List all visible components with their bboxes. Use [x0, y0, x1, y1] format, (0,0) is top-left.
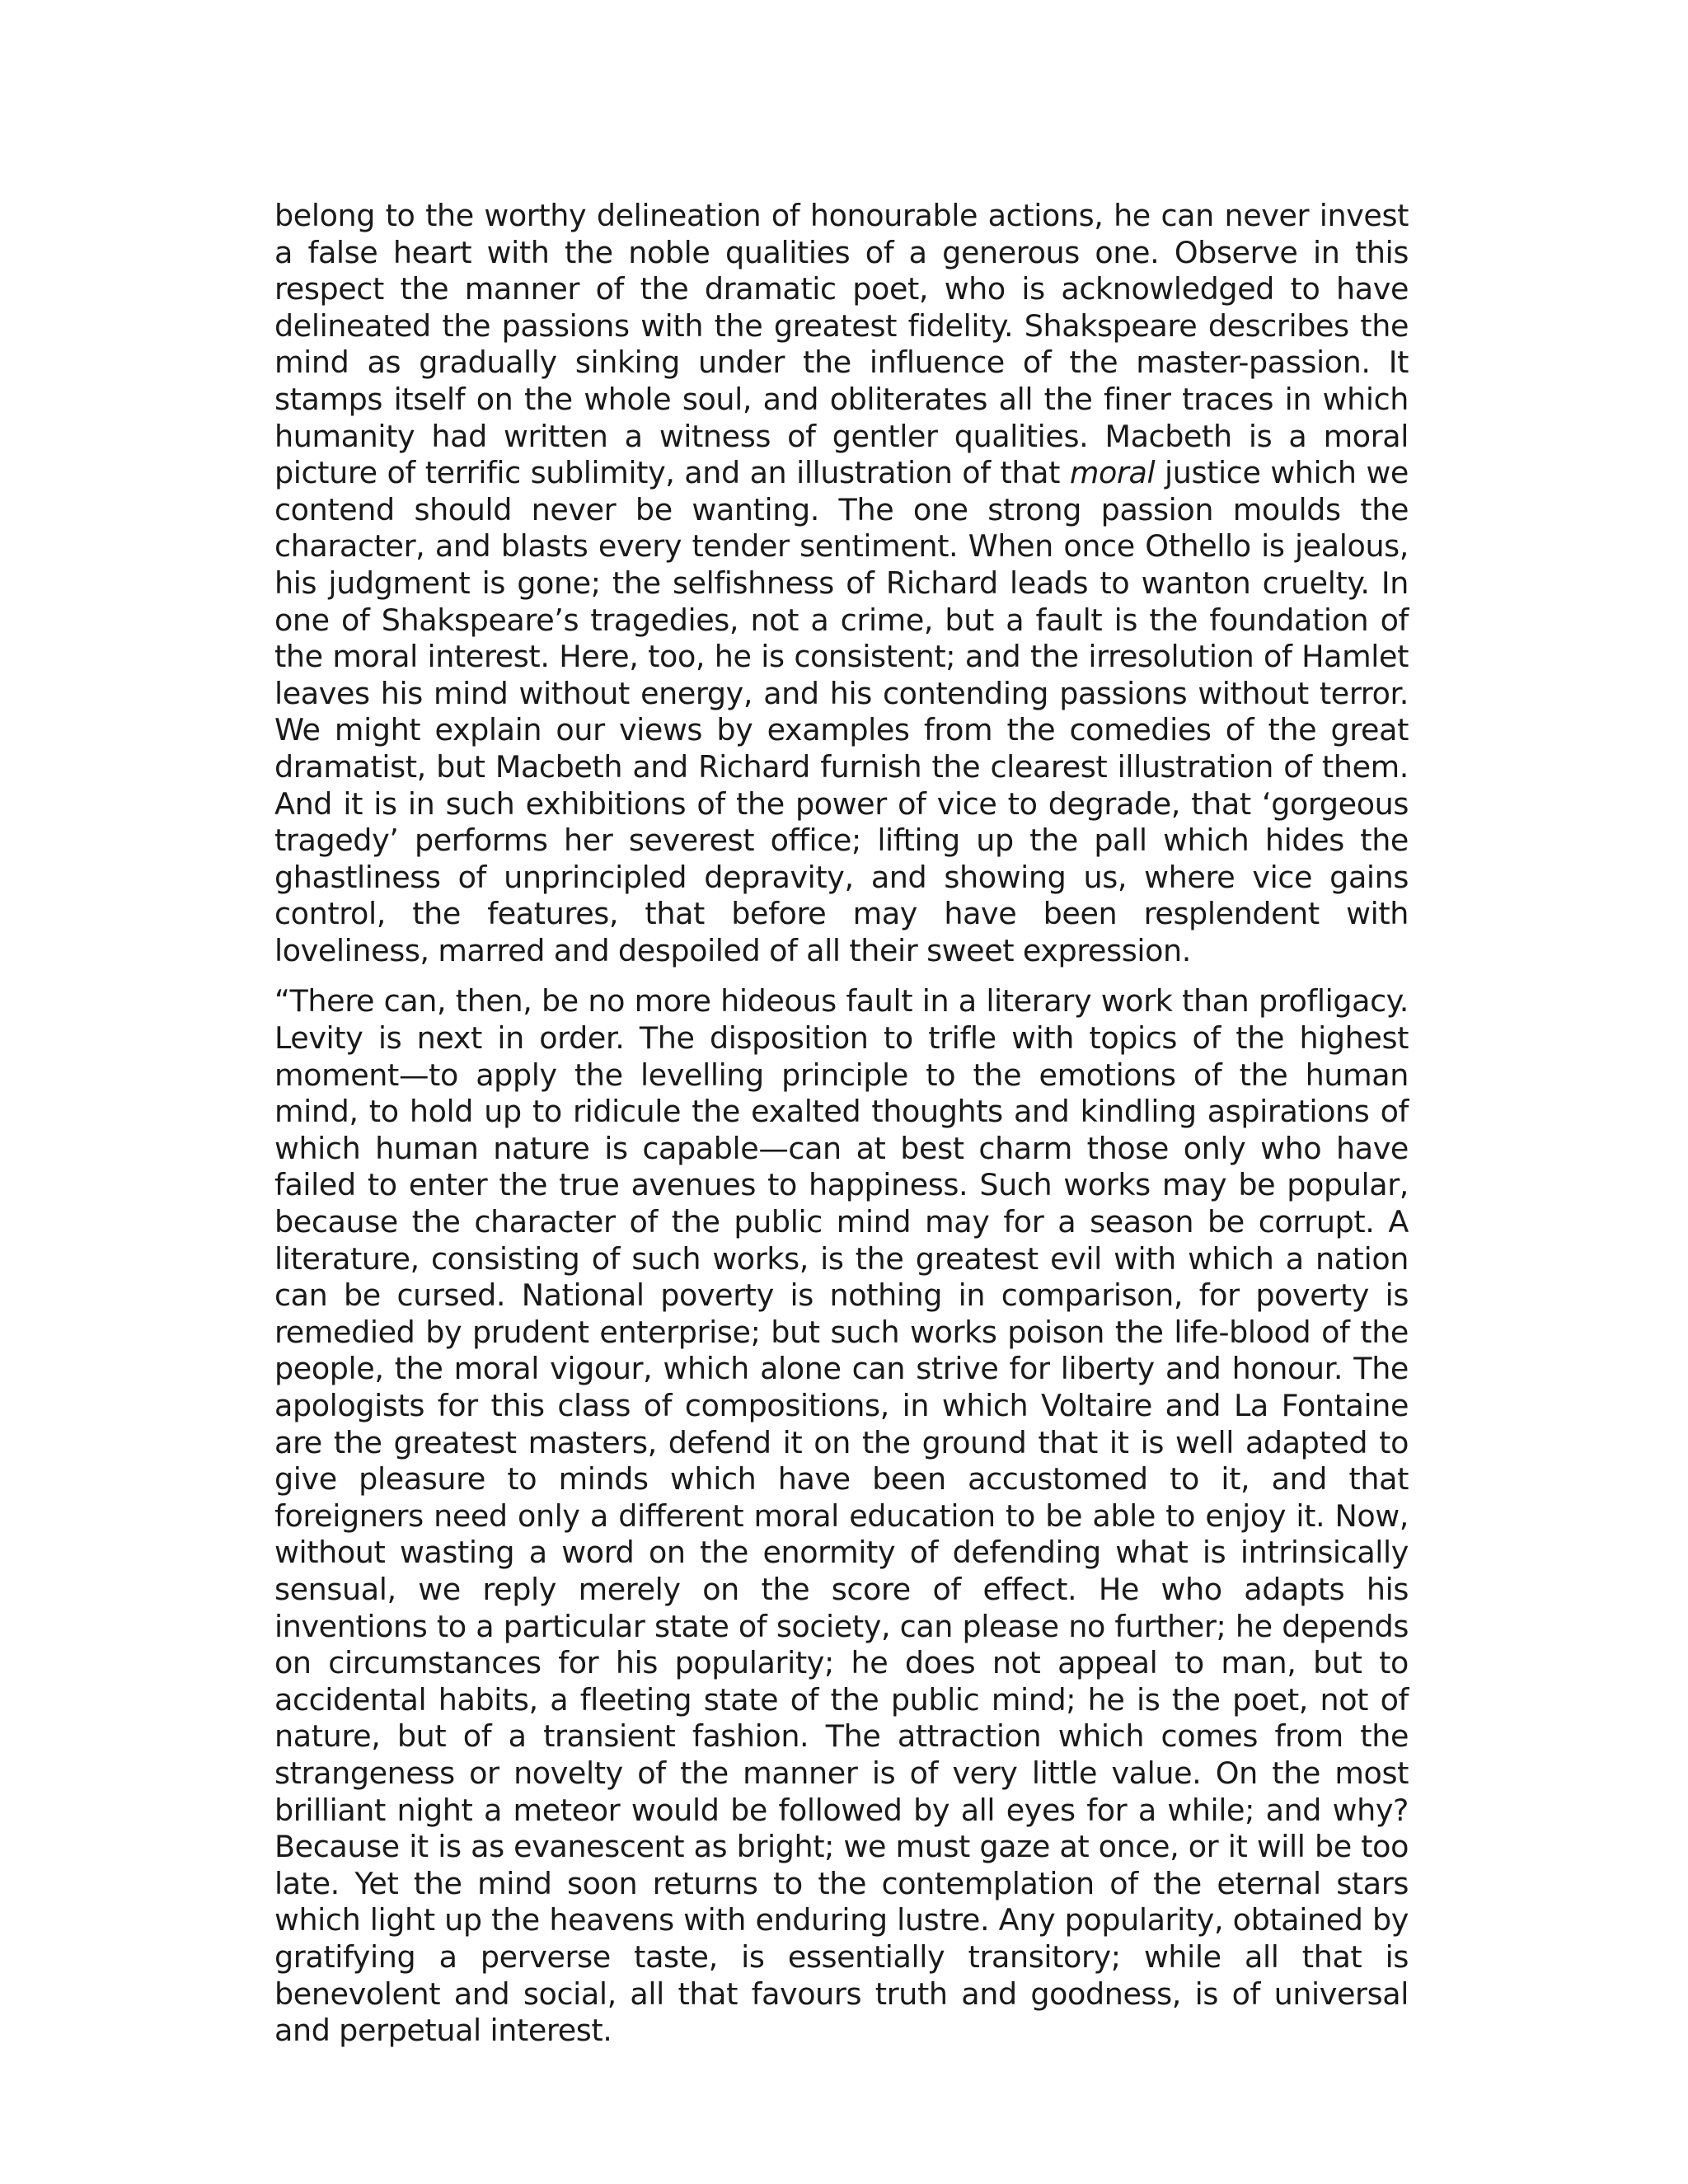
paragraph-1	[274, 198, 1409, 969]
paragraph-1-text-b: justice which we contend should never be wanting. The one strong passion moulds the character, and blasts every tender sentiment. When once Othello is jealous, his judgment is gone; the selfishness of Richard leads to wanton cruelty. In one of Shakspeare’s tragedies, not a crime, but a fault is the foundation of the moral interest. Here, too, he is consistent; and the irresolution of Hamlet leaves his mind without energy, and his contending passions without terror. We might explain our views by examples from the comedies of the great dramatist, but Macbeth and Richard furnish the clearest illustration of them. And it is in such exhibitions of the power of vice to degrade, that ‘gorgeous tragedy’ performs her severest office; lifting up the pall which hides the ghastliness of unprincipled depravity, and showing us, where vice gains control, the features, that before may have been resplendent with loveliness, marred and despoiled of all their sweet expression.	[274, 455, 1409, 968]
paragraph-1-text-a: belong to the worthy delineation of honourable actions, he can never invest a false heart with the noble qualities of a generous one. Observe in this respect the manner of the dramatic poet, who is acknowledged to have delineated the passions with the greatest fidelity. Shakspeare describes the mind as gradually sinking under the influence of the master-passion. It stamps itself on the whole soul, and obliterates all the finer traces in which humanity had written a witness of gentler qualities. Macbeth is a moral picture of terrific sublimity, and an illustration of that	[274, 198, 1409, 491]
emphasis-moral: moral	[1069, 455, 1156, 491]
paragraph-2: “There can, then, be no more hideous fault in a literary work than profligacy. Levity is next in order. The disposition to trifle with topics of the highest moment—to apply the levelling principle to the emotions of the human mind, to hold up to ridicule the exalted thoughts and kindling aspirations of which human nature is capable—can at best charm those only who have failed to enter the true avenues to happiness. Such works may be popular, because the character of the public mind may for a season be corrupt. A literature, consisting of such works, is the greatest evil with which a nation can be cursed. National poverty is nothing in comparison, for poverty is remedied by prudent enterprise; but such works poison the life-blood of the people, the moral vigour, which alone can strive for liberty and honour. The apologists for this class of compositions, in which Voltaire and La Fontaine are the greatest masters, defend it on the ground that it is well adapted to give pleasure to minds which have been accustomed to it, and that foreigners need only a different moral education to be able to enjoy it. Now, without wasting a word on the enormity of defending what is intrinsically sensual, we reply merely on the score of effect. He who adapts his inventions to a particular state of society, can please no further; he depends on circumstances for his popularity; he does not appeal to man, but to accidental habits, a fleeting state of the public mind; he is the poet, not of nature, but of a transient fashion. The attraction which comes from the strangeness or novelty of the manner is of very little value. On the most brilliant night a meteor would be followed by all eyes for a while; and why? Because it is as evanescent as bright; we must gaze at once, or it will be too late. Yet the mind soon returns to the contemplation of the eternal stars which light up the heavens with enduring lustre. Any popularity, obtained by gratifying a perverse taste, is essentially transitory; while all that is benevolent and social, all that favours truth and goodness, is of universal and perpetual interest.	[274, 983, 1409, 2049]
body-text	[274, 198, 1409, 2050]
